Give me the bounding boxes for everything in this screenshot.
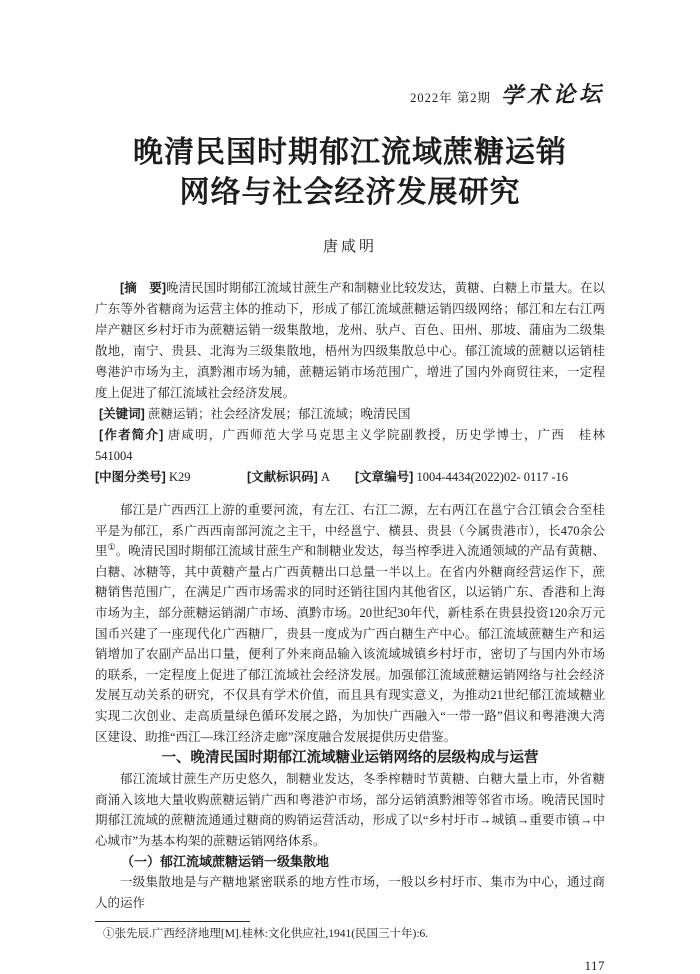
subsection1-heading: （一）郁江流域蔗糖运销一级集散地 xyxy=(121,853,330,869)
doc-code-value: A xyxy=(320,470,330,484)
author-bio-text: 唐咸明，广西师范大学马克思主义学院副教授，历史学博士，广西 桂林 541004 xyxy=(95,428,618,463)
keywords-line xyxy=(95,404,605,425)
section1-heading: 一、晚清民国时期郁江流域糖业运销网络的层级构成与运营 xyxy=(161,750,539,767)
doc-code-segment xyxy=(247,467,355,488)
footnote-reference-mark: ① xyxy=(107,542,116,553)
article-meta-block xyxy=(95,278,618,488)
author-bio-line xyxy=(95,425,618,467)
article-id-segment xyxy=(355,467,605,488)
footnote-citation: ①张先辰.广西经济地理[M].桂林:文化供应社,1941(民国三十年):6. xyxy=(103,928,429,941)
article-title-line1: 晚清民国时期郁江流域蔗糖运销 xyxy=(133,136,567,169)
author-bio-label: [作者简介] xyxy=(99,428,164,442)
doc-code-label: [文献标识码] xyxy=(247,470,318,484)
clc-label: [中图分类号] xyxy=(95,470,166,484)
classification-line xyxy=(95,467,605,488)
footnote-divider xyxy=(95,921,250,922)
abstract-paragraph xyxy=(95,278,605,404)
article-title-line2: 网络与社会经济发展研究 xyxy=(179,176,521,209)
journal-issue: 2022年 第2期 xyxy=(410,91,491,105)
article-id-value: 1004-4434(2022)02- 0117 -16 xyxy=(416,470,569,484)
abstract-label: [摘 要] xyxy=(120,281,166,295)
keywords-label: [关键词] xyxy=(99,407,145,421)
article-body xyxy=(95,500,605,913)
paragraph1-text-pre: 郁江是广西西江上游的重要河流，有左江、右江二源，左右两江在邕宁合江镇会合至桂平是为郁江，系广西西南部河流之主干，中经邕宁、横县、贵县（今属贵港市），长470余公里 xyxy=(95,503,605,559)
body-paragraph-2: 郁江流域甘蔗生产历史悠久，制糖业发达，冬季榨糖时节黄糖、白糖大量上市，外省糖商涌入该地大量收购蔗糖运销广西和粤港沪市场，部分运销滇黔湘等邻省市场。晚清民国时期郁江流域的蔗糖流通通过糖商的购销运营活动，形成了以“乡村圩市→城镇→重要市镇→中心城市”为基本构架的蔗糖运销网络体系。 xyxy=(95,772,605,848)
keywords-text: 蔗糖运销；社会经济发展；郁江流域；晚清民国 xyxy=(147,407,411,421)
clc-value: K29 xyxy=(168,470,191,484)
clc-segment xyxy=(95,467,247,488)
journal-header xyxy=(95,0,605,109)
journal-name-calligraphy: 学术论坛 xyxy=(500,81,606,108)
abstract-text: 晚清民国时期郁江流域甘蔗生产和制糖业比较发达，黄糖、白糖上市量大。在以广东等外省糖商为运营主体的推动下，形成了郁江流域蔗糖运销四级网络；郁江和左右江两岸产糖区乡村圩市为蔗糖运销一级集散地，龙州、驮卢、百色、田州、那坡、蒲庙为二级集散地，南宁、贵县、北海为三级集散地，梧州为四级集散总中心。郁江流域的蔗糖以运销桂粤港沪市场为主，滇黔湘市场为辅，蔗糖运销市场范围广，增进了国内外商贸往来，一定程度上促进了郁江流域社会经济发展。 xyxy=(95,281,605,400)
body-paragraph-1 xyxy=(95,500,605,747)
article-author: 唐咸明 xyxy=(322,239,377,255)
body-paragraph-3: 一级集散地是与产糖地紧密联系的地方性市场，一般以乡村圩市、集市为中心，通过商人的运作 xyxy=(95,875,605,910)
page-number: 117 xyxy=(584,958,605,974)
article-id-label: [文章编号] xyxy=(355,470,414,484)
paragraph1-text-post: 。晚清民国时期郁江流域甘蔗生产和制糖业发达，每当榨季进入流通领域的产品有黄糖、白糖、冰糖等，其中黄糖产量占广西黄糖出口总量一半以上。在省内外糖商经营运作下，蔗糖销售范围广，在满足广西市场需求的同时还销往国内其他省区，以运销广东、香港和上海市场为主，部分蔗糖运销湖广市场、滇黔市场。20世纪30年代，新桂系在贵县投资120余万元国币兴建了一座现代化广西糖厂，贵县一度成为广西白糖生产中心。郁江流域蔗糖生产和运销增加了农副产品出口量，便利了外来商品输入该流域城镇乡村圩市，密切了与国内外市场的联系，一定程度上促进了郁江流域社会经济发展。加强郁江流域蔗糖运销网络与社会经济发展互动关系的研究，不仅具有学术价值，而且具有现实意义，为推动21世纪郁江流域糖业实现二次创业、走高质量绿色循环发展之路，为加快广西融入“一带一路”倡议和粤港澳大湾区建设、助推“西江—珠江经济走廊”深度融合发展提供历史借鉴。 xyxy=(95,544,605,744)
article-title xyxy=(95,133,605,213)
